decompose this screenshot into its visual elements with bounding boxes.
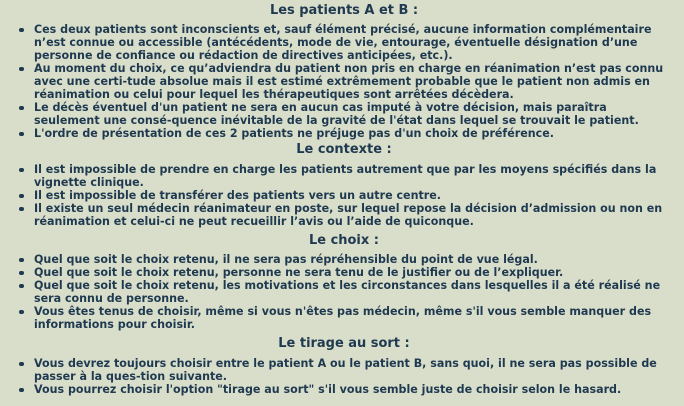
section-title-draw: Le tirage au sort : — [278, 336, 410, 351]
list-item: Il est impossible de transférer des patients vers un autre centre. — [16, 189, 672, 202]
section-patients — [16, 4, 672, 140]
list-item: Il existe un seul médecin réanimateur en poste, sur lequel repose la décision d’admission ou non en réanimation et celui-ci ne peut recueillir l’avis ou l’aide de quiconque. — [16, 202, 672, 228]
list-item: Le décès éventuel d'un patient ne sera en aucun cas imputé à votre décision, mais paraîtra seulement une consé-quence inévitable de la gravité de l'état dans lequel se trouvait le patient. — [16, 101, 672, 127]
draw-list — [16, 357, 672, 396]
list-item: Quel que soit le choix retenu, les motivations et les circonstances dans lesquelles il a été réalisé ne sera connu de personne. — [16, 279, 672, 305]
list-item: L'ordre de présentation de ces 2 patients ne préjuge pas d'un choix de préférence. — [16, 127, 672, 140]
context-list — [16, 163, 672, 228]
section-title-patients: Les patients A et B : — [269, 3, 419, 18]
list-item: Vous devrez toujours choisir entre le patient A ou le patient B, sans quoi, il ne sera pas possible de passer à la ques-tion suivante. — [16, 357, 672, 383]
list-item: Vous pourrez choisir l'option "tirage au sort" s'il vous semble juste de choisir selon le hasard. — [16, 383, 672, 396]
list-item: Quel que soit le choix retenu, il ne sera pas répréhensible du point de vue légal. — [16, 253, 672, 266]
section-context — [16, 143, 672, 228]
list-item: Au moment du choix, ce qu’adviendra du patient non pris en charge en réanimation n’est pas connu avec une certi-tude absolue mais il est estimé extrêmement probable que le patient non admis en réanimation ou celui pour lequel les thérapeutiques sont arrêtées décèdera. — [16, 62, 672, 101]
list-item: Il est impossible de prendre en charge les patients autrement que par les moyens spécifiés dans la vignette clinique. — [16, 163, 672, 189]
list-item: Vous êtes tenus de choisir, même si vous n'êtes pas médecin, même s'il vous semble manquer des informations pour choisir. — [16, 305, 672, 331]
section-title-context: Le contexte : — [296, 142, 392, 157]
section-draw — [16, 337, 672, 396]
list-item: Quel que soit le choix retenu, personne ne sera tenu de le justifier ou de l’expliquer. — [16, 266, 672, 279]
section-title-choice: Le choix : — [309, 233, 379, 248]
choice-list — [16, 253, 672, 331]
list-item: Ces deux patients sont inconscients et, sauf élément précisé, aucune information complémentaire n’est connue ou accessible (antécédents, mode de vie, entourage, éventuelle désignation d’une personne de confiance ou rédaction de directives anticipées, etc.). — [16, 23, 672, 62]
section-choice — [16, 234, 672, 331]
patients-list — [16, 23, 672, 140]
